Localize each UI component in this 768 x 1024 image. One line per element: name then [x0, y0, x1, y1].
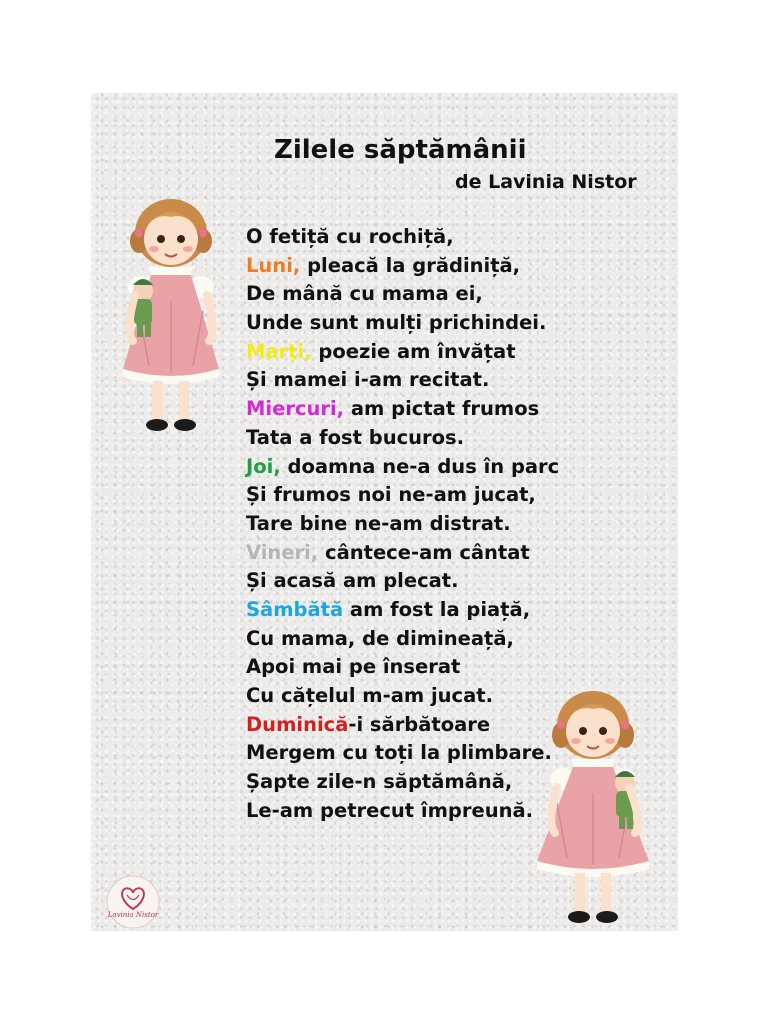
poem-line [246, 567, 559, 596]
poem-page [91, 93, 678, 931]
poem-line [246, 223, 559, 252]
poem-line [246, 739, 559, 768]
poem-line [246, 252, 559, 281]
poem-line [246, 309, 559, 338]
poem-line [246, 653, 559, 682]
poem-line-text: pleacă la grădiniță, [300, 253, 521, 277]
girl-with-doll-illustration [109, 191, 234, 441]
poem-line-text: Le-am petrecut împreună. [246, 798, 534, 822]
poem-line-text: Cu mama, de dimineață, [246, 626, 514, 650]
heart-logo-icon [97, 875, 169, 929]
poem-line-text: O fetiță cu rochiță, [246, 225, 454, 248]
poem-line [246, 510, 559, 539]
poem-line-text: poezie am învățat [311, 339, 516, 363]
poem-line [246, 453, 559, 482]
poem-line-text: Tare bine ne-am distrat. [246, 511, 511, 535]
author-logo [97, 875, 169, 929]
poem-line-text: cântece-am cântat [318, 540, 530, 564]
poem-line-text: Și frumos noi ne-am jucat, [246, 483, 536, 507]
poem-line [246, 768, 559, 797]
poem-line [246, 338, 559, 367]
poem-line-text: -i sărbătoare [348, 712, 491, 736]
girl-with-doll-illustration [531, 683, 667, 931]
poem-line [246, 797, 559, 826]
weekday-word: Vineri, [246, 540, 319, 564]
poem-line [246, 682, 559, 711]
poem-line [246, 539, 559, 568]
poem-line-text: Mergem cu toți la plimbare. [246, 741, 552, 765]
weekday-word: Duminică [246, 712, 349, 736]
weekday-word: Luni, [246, 253, 301, 277]
poem-line-text: De mână cu mama ei, [246, 282, 483, 306]
poem-line [246, 711, 559, 740]
poem-line [246, 366, 559, 395]
poem-line [246, 625, 559, 654]
weekday-word: Miercuri, [246, 397, 345, 421]
poem-author: de Lavinia Nistor [455, 171, 637, 193]
poem-line [246, 596, 559, 625]
poem-line-text: Tata a fost bucuros. [246, 425, 465, 449]
poem-line-text: am pictat frumos [344, 397, 540, 421]
poem-line [246, 395, 559, 424]
poem-line-text: Și mamei i-am recitat. [246, 368, 490, 392]
poem-line-text: Cu cățelul m-am jucat. [246, 684, 493, 707]
poem-title: Zilele săptămânii [274, 135, 527, 165]
poem-line-text: Șapte zile-n săptămână, [246, 770, 513, 794]
poem-line [246, 481, 559, 510]
poem-line [246, 280, 559, 309]
poem-lines [246, 223, 559, 825]
poem-line-text: am fost la piață, [343, 597, 531, 621]
logo-text: Lavinia Nistor [107, 911, 159, 919]
poem-line-text: Apoi mai pe înserat [246, 655, 461, 679]
weekday-word: Marți, [246, 339, 312, 363]
poem-line [246, 424, 559, 453]
weekday-word: Sâmbătă [246, 597, 344, 621]
poem-line-text: doamna ne-a dus în parc [280, 454, 560, 478]
poem-line-text: Unde sunt mulți prichindei. [246, 311, 547, 335]
poem-line-text: Și acasă am plecat. [246, 569, 459, 593]
weekday-word: Joi, [246, 454, 281, 478]
